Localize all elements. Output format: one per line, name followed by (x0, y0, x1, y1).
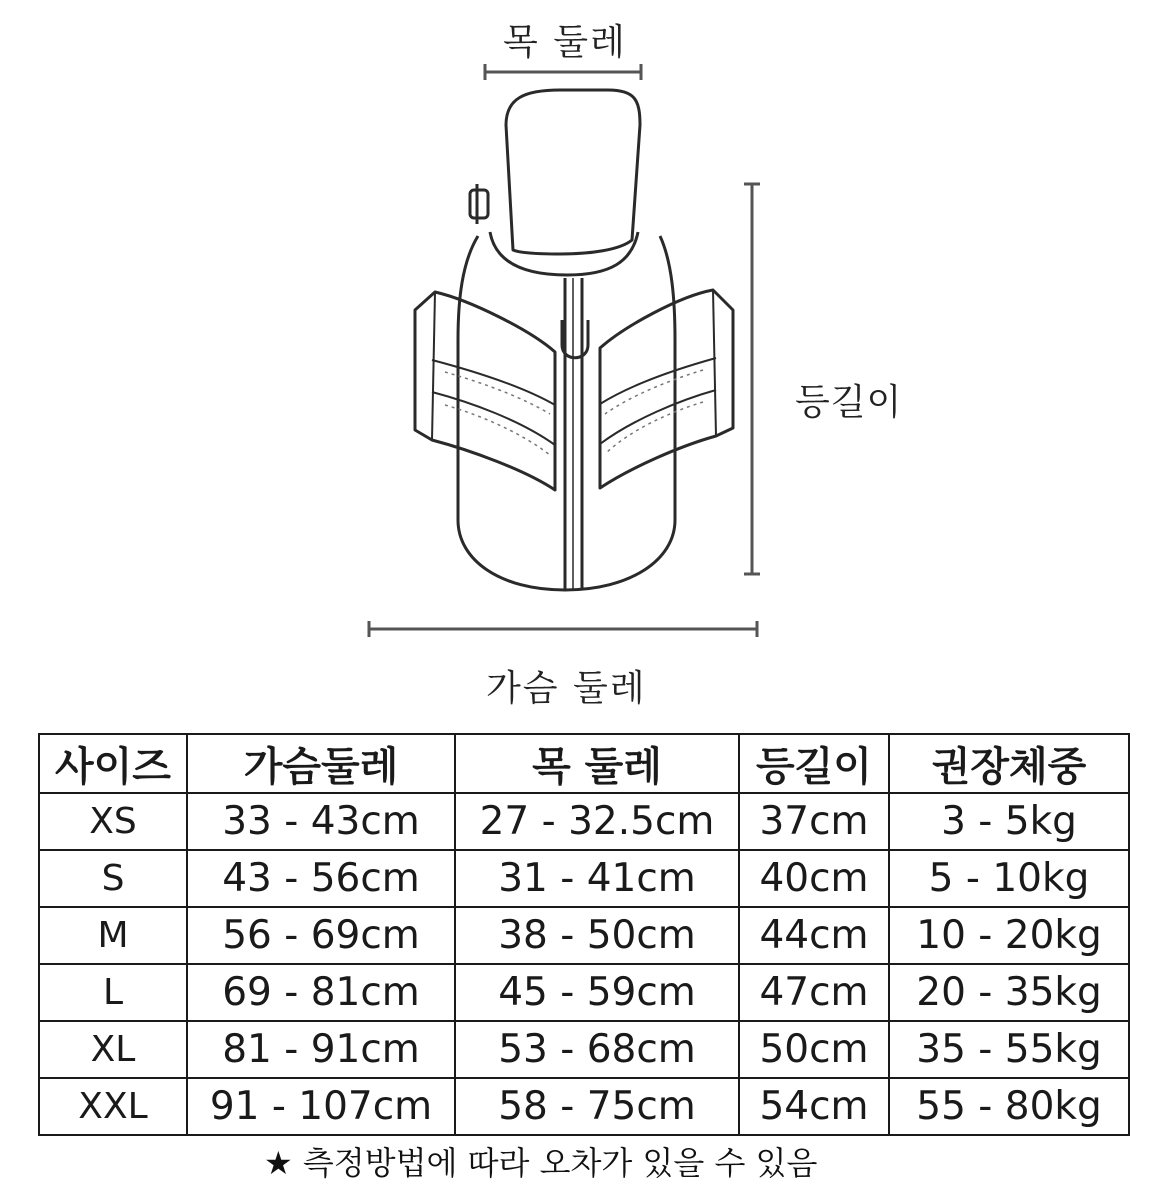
cell-back-length: 40cm (739, 850, 889, 907)
cell-chest: 91 - 107cm (187, 1078, 455, 1135)
cell-weight: 3 - 5kg (889, 793, 1129, 850)
cell-chest: 56 - 69cm (187, 907, 455, 964)
header-size: 사이즈 (39, 734, 187, 793)
cell-neck: 53 - 68cm (455, 1021, 739, 1078)
cell-chest: 33 - 43cm (187, 793, 455, 850)
back-length-measure-line (744, 184, 760, 574)
cell-size: XXL (39, 1078, 187, 1135)
vest-outline (415, 90, 733, 590)
cell-chest: 81 - 91cm (187, 1021, 455, 1078)
cell-size: S (39, 850, 187, 907)
cell-size: XL (39, 1021, 187, 1078)
cell-neck: 58 - 75cm (455, 1078, 739, 1135)
vest-stitching (445, 370, 703, 455)
cell-neck: 45 - 59cm (455, 964, 739, 1021)
cell-size: M (39, 907, 187, 964)
cell-chest: 43 - 56cm (187, 850, 455, 907)
measurement-footnote: ★ 측정방법에 따라 오차가 있을 수 있음 (264, 1144, 818, 1182)
header-back-length: 등길이 (739, 734, 889, 793)
cell-chest: 69 - 81cm (187, 964, 455, 1021)
chest-circumference-label: 가슴 둘레 (486, 668, 647, 709)
cell-back-length: 54cm (739, 1078, 889, 1135)
header-neck: 목 둘레 (455, 734, 739, 793)
cell-neck: 38 - 50cm (455, 907, 739, 964)
cell-back-length: 37cm (739, 793, 889, 850)
cell-back-length: 47cm (739, 964, 889, 1021)
table-row (39, 850, 1129, 907)
cell-size: L (39, 964, 187, 1021)
cell-back-length: 50cm (739, 1021, 889, 1078)
cell-weight: 35 - 55kg (889, 1021, 1129, 1078)
cell-size: XS (39, 793, 187, 850)
size-chart-table (38, 733, 1130, 1136)
header-recommended-weight: 권장체중 (889, 734, 1129, 793)
back-length-label: 등길이 (795, 382, 903, 423)
table-row (39, 907, 1129, 964)
table-header-row (39, 734, 1129, 793)
table-row (39, 1021, 1129, 1078)
cell-neck: 27 - 32.5cm (455, 793, 739, 850)
cell-weight: 10 - 20kg (889, 907, 1129, 964)
cell-weight: 5 - 10kg (889, 850, 1129, 907)
cell-weight: 55 - 80kg (889, 1078, 1129, 1135)
table-row (39, 964, 1129, 1021)
neck-measure-line (485, 64, 641, 80)
chest-measure-line (369, 621, 757, 637)
neck-circumference-label: 목 둘레 (503, 22, 627, 63)
table-row (39, 1078, 1129, 1135)
cell-back-length: 44cm (739, 907, 889, 964)
cell-weight: 20 - 35kg (889, 964, 1129, 1021)
header-chest: 가슴둘레 (187, 734, 455, 793)
cell-neck: 31 - 41cm (455, 850, 739, 907)
table-row (39, 793, 1129, 850)
